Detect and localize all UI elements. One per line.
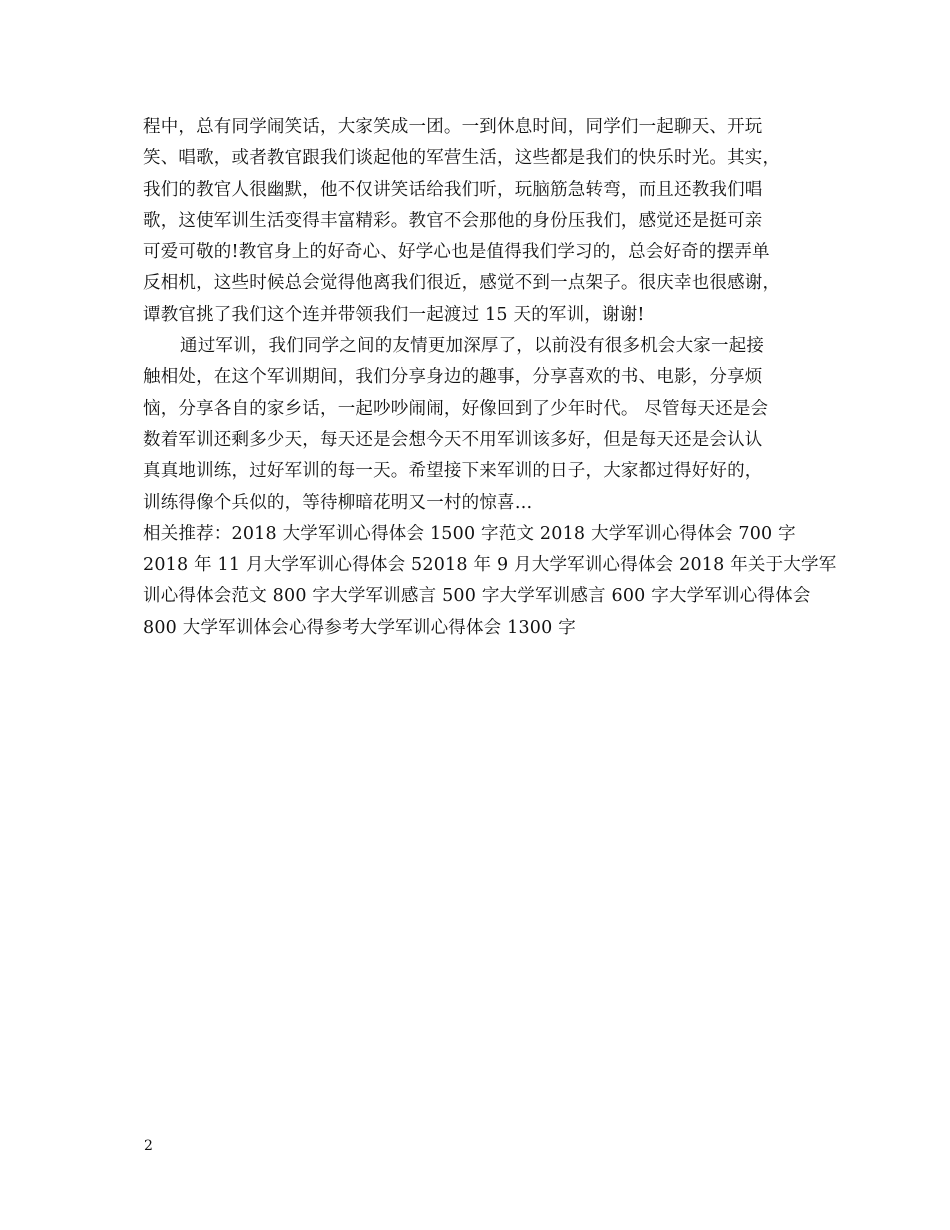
text-line: 反相机，这些时候总会觉得他离我们很近，感觉不到一点架子。很庆幸也很感谢， — [143, 273, 781, 294]
page-number: 2 — [144, 1138, 153, 1154]
text-line: 恼，分享各自的家乡话，一起吵吵闹闹，好像回到了少年时代。 尽管每天还是会 — [143, 398, 769, 419]
text-line: 真真地训练，过好军训的每一天。希望接下来军训的日子，大家都过得好好的， — [143, 461, 763, 482]
text-line: 谭教官挑了我们这个连并带领我们一起渡过 15 天的军训，谢谢! — [143, 304, 645, 325]
text-line: 可爱可敬的!教官身上的好奇心、好学心也是值得我们学习的，总会好奇的摆弄单 — [143, 242, 770, 263]
text-line: 训练得像个兵似的，等待柳暗花明又一村的惊喜… — [143, 492, 533, 513]
text-line: 程中，总有同学闹笑话，大家笑成一团。一到休息时间，同学们一起聊天、开玩 — [143, 117, 763, 137]
related-recommendations — [143, 519, 843, 644]
recommendation-line: 训心得体会范文 800 字大学军训感言 500 字大学军训感言 600 字大学军训心得体会 — [143, 586, 811, 607]
paragraph-1 — [143, 112, 843, 331]
text-line: 数着军训还剩多少天，每天还是会想今天不用军训该多好，但是每天还是会认认 — [143, 429, 763, 450]
text-line: 触相处，在这个军训期间，我们分享身边的趣事，分享喜欢的书、电影，分享烦 — [143, 367, 763, 388]
recommendation-line: 相关推荐：2018 大学军训心得体会 1500 字范文 2018 大学军训心得体会 700 字 — [143, 523, 796, 544]
text-line: 笑、唱歌，或者教官跟我们谈起他的军营生活，这些都是我们的快乐时光。其实， — [143, 148, 781, 169]
recommendation-line: 2018 年 11 月大学军训心得体会 52018 年 9 月大学军训心得体会 2018 年关于大学军 — [143, 555, 837, 576]
text-line: 通过军训，我们同学之间的友情更加深厚了，以前没有很多机会大家一起接 — [180, 336, 765, 357]
text-line: 我们的教官人很幽默，他不仅讲笑话给我们听，玩脑筋急转弯，而且还教我们唱 — [143, 179, 763, 200]
paragraph-2 — [143, 331, 843, 519]
text-line: 歌，这使军训生活变得丰富精彩。教官不会那他的身份压我们，感觉还是挺可亲 — [143, 210, 763, 231]
recommendation-line: 800 大学军训体会心得参考大学军训心得体会 1300 字 — [143, 617, 576, 638]
body-text — [143, 112, 843, 644]
